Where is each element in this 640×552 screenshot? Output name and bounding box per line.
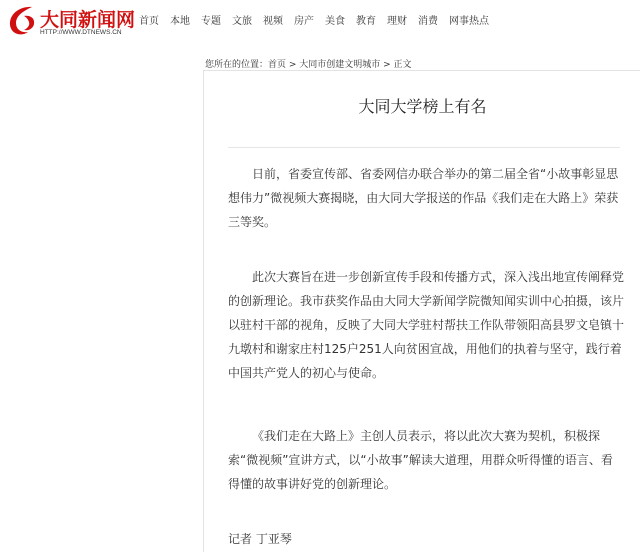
nav-real-estate[interactable]: 房产	[294, 16, 314, 27]
nav-culture-tourism[interactable]: 文旅	[232, 16, 252, 27]
article-paragraph-3: 《我们走在大路上》主创人员表示，将以此次大赛为契机，积极探索“微视频”宣讲方式，以“小故事”解读大道理，用群众听得懂的语言、看得懂的故事讲好党的创新理论。	[228, 429, 613, 491]
nav-education[interactable]: 教育	[356, 16, 376, 27]
logo-mark-icon	[6, 4, 40, 38]
breadcrumb[interactable]: 您所在的位置：首页 > 大同市创建文明城市 > 正文	[205, 60, 412, 70]
nav-video[interactable]: 视频	[263, 16, 283, 27]
nav-consumer[interactable]: 消费	[418, 16, 438, 27]
nav-local[interactable]: 本地	[170, 16, 190, 27]
nav-topics[interactable]: 专题	[201, 16, 221, 27]
article-paragraph-1: 日前，省委宣传部、省委网信办联合举办的第二届全省“小故事彰显思想伟力”微视频大赛揭晓，由大同大学报送的作品《我们走在大路上》荣获三等奖。	[228, 167, 619, 229]
main-nav	[139, 12, 500, 27]
article-title: 大同大学榜上有名	[358, 97, 487, 116]
article-paragraph-2: 此次大赛旨在进一步创新宣传手段和传播方式，深入浅出地宣传阐释党的创新理论。我市获奖作品由大同大学新闻学院微知闻实训中心拍摄，该片以驻村干部的视角，反映了大同大学驻村帮扶工作队带领阳高县罗文皂镇十九墩村和谢家庄村125户251人向贫困宣战，用他们的执着与坚守，践行着中国共产党人的初心与使命。	[228, 270, 625, 380]
article-container	[203, 70, 640, 552]
nav-home[interactable]: 首页	[139, 16, 159, 27]
logo-text: 大同新闻网	[40, 9, 136, 31]
nav-hot-topics[interactable]: 网事热点	[449, 16, 489, 27]
nav-finance[interactable]: 理财	[387, 16, 407, 27]
article-author: 记者 丁亚琴	[228, 532, 292, 546]
site-logo[interactable]	[6, 4, 136, 40]
logo-url: HTTP://WWW.DTNEWS.CN	[40, 29, 122, 36]
nav-food[interactable]: 美食	[325, 16, 345, 27]
site-header	[0, 0, 640, 42]
title-divider	[228, 147, 620, 148]
